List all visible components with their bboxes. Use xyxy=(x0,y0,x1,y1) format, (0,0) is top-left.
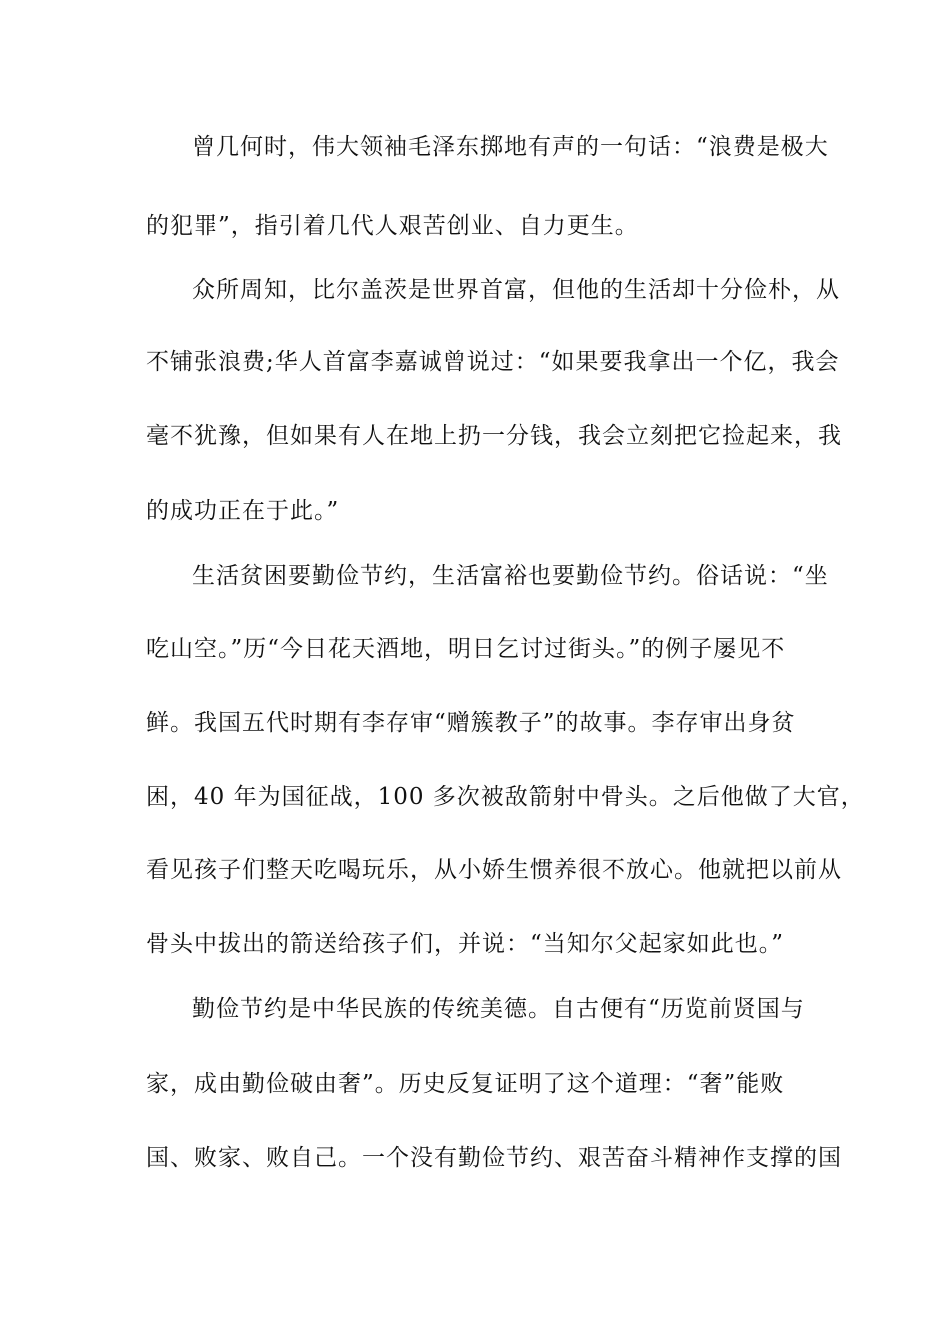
paragraph-1-line-1: 曾几何时，伟大领袖毛泽东掷地有声的一句话：“浪费是极大 xyxy=(192,134,829,160)
paragraph-1-line-2: 的犯罪”，指引着几代人艰苦创业、自力更生。 xyxy=(146,213,639,239)
paragraph-3-line-6: 骨头中拔出的箭送给孩子们，并说：“当知尔父起家如此也。” xyxy=(146,931,785,957)
paragraph-2-line-3: 毫不犹豫，但如果有人在地上扔一分钱，我会立刻把它捡起来，我 xyxy=(146,423,842,449)
paragraph-3-line-4: 困，40 年为国征战，100 多次被敌箭射中骨头。之后他做了大官， xyxy=(146,784,865,810)
paragraph-4-line-1: 勤俭节约是中华民族的传统美德。自古便有“历览前贤国与 xyxy=(192,996,805,1022)
paragraph-2-line-1: 众所周知，比尔盖茨是世界首富，但他的生活却十分俭朴，从 xyxy=(192,277,840,303)
paragraph-4-line-3: 国、败家、败自己。一个没有勤俭节约、艰苦奋斗精神作支撑的国 xyxy=(146,1145,842,1171)
paragraph-4-line-2: 家，成由勤俭破由奢”。历史反复证明了这个道理：“奢”能败 xyxy=(146,1071,785,1097)
paragraph-2-line-2: 不铺张浪费;华人首富李嘉诚曾说过：“如果要我拿出一个亿，我会 xyxy=(146,349,840,375)
paragraph-3-line-2: 吃山空。”历“今日花天酒地，明日乞讨过街头。”的例子屡见不 xyxy=(146,636,786,662)
paragraph-3-line-3: 鲜。我国五代时期有李存审“赠簇教子”的故事。李存审出身贫 xyxy=(146,710,796,736)
paragraph-3-line-1: 生活贫困要勤俭节约，生活富裕也要勤俭节约。俗话说：“坐 xyxy=(192,563,829,589)
paragraph-2-line-4: 的成功正在于此。” xyxy=(146,498,340,524)
paragraph-3-line-5: 看见孩子们整天吃喝玩乐，从小娇生惯养很不放心。他就把以前从 xyxy=(146,857,842,883)
